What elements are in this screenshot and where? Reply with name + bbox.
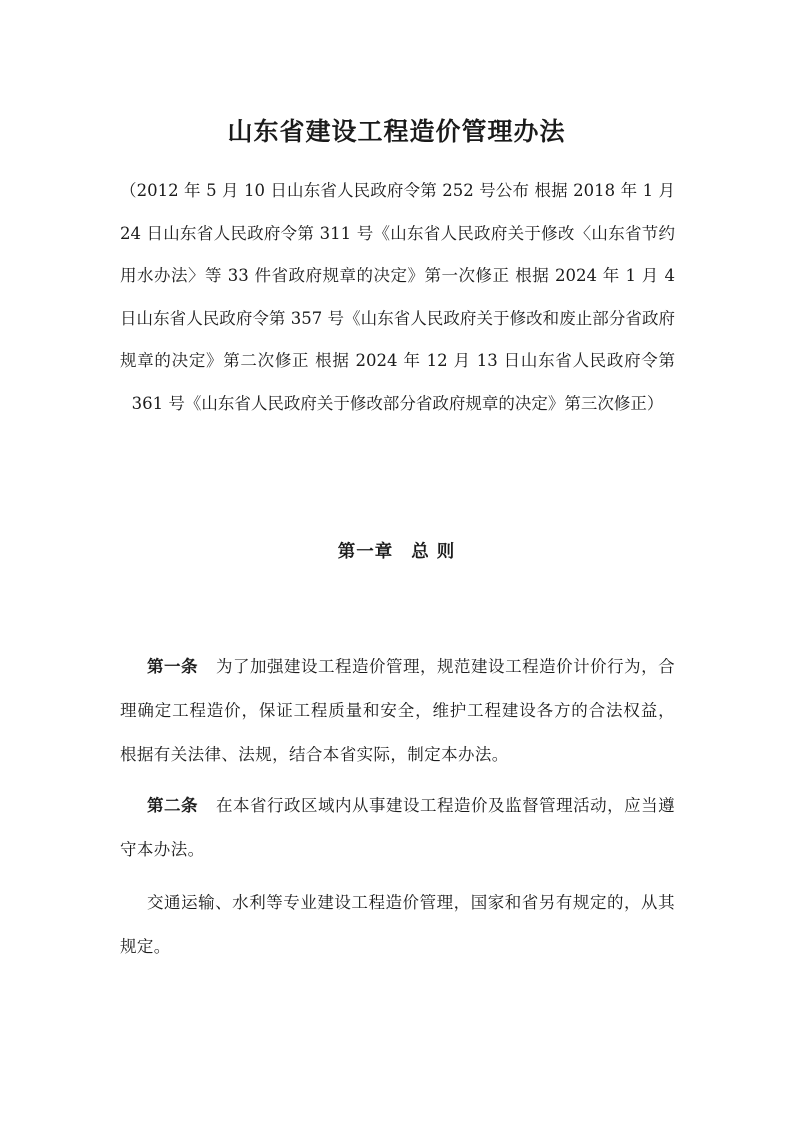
article-2-paragraph-2: 交通运输、水利等专业建设工程造价管理，国家和省另有规定的，从其规定。 (120, 893, 675, 956)
article-1-text: 为了加强建设工程造价管理，规范建设工程造价计价行为，合理确定工程造价，保证工程质量和安全，维护工程建设各方的合法权益，根据有关法律、法规，结合本省实际，制定本办法。 (120, 657, 675, 764)
revision-note: （2012 年 5 月 10 日山东省人民政府令第 252 号公布 根据 2018 年 1 月 24 日山东省人民政府令第 311 号《山东省人民政府关于修改〈山东省节约用水办法〉等 33 件省政府规章的决定》第一次修正 根据 2024 年 1 月 4 日山东省人民政府令第 357 号《山东省人民政府关于修改和废止部分省政府规章的决定》第二次修正 根据 2024 年 12 月 13 日山东省人民政府令第 361 号《山东省人民政府关于修改部分省政府规章的决定》第三次修正） (120, 181, 675, 413)
article-1 (120, 645, 675, 777)
article-1-number: 第一条 (147, 657, 199, 676)
article-2 (120, 784, 675, 872)
chapter-heading (0, 535, 793, 569)
chapter-number: 第一章 (337, 542, 394, 562)
chapter-name: 总 则 (411, 542, 456, 562)
article-2-text: 在本省行政区域内从事建设工程造价及监督管理活动，应当遵守本办法。 (120, 796, 675, 859)
document-title: 山东省建设工程造价管理办法 (227, 117, 566, 146)
article-2-number: 第二条 (147, 796, 199, 815)
